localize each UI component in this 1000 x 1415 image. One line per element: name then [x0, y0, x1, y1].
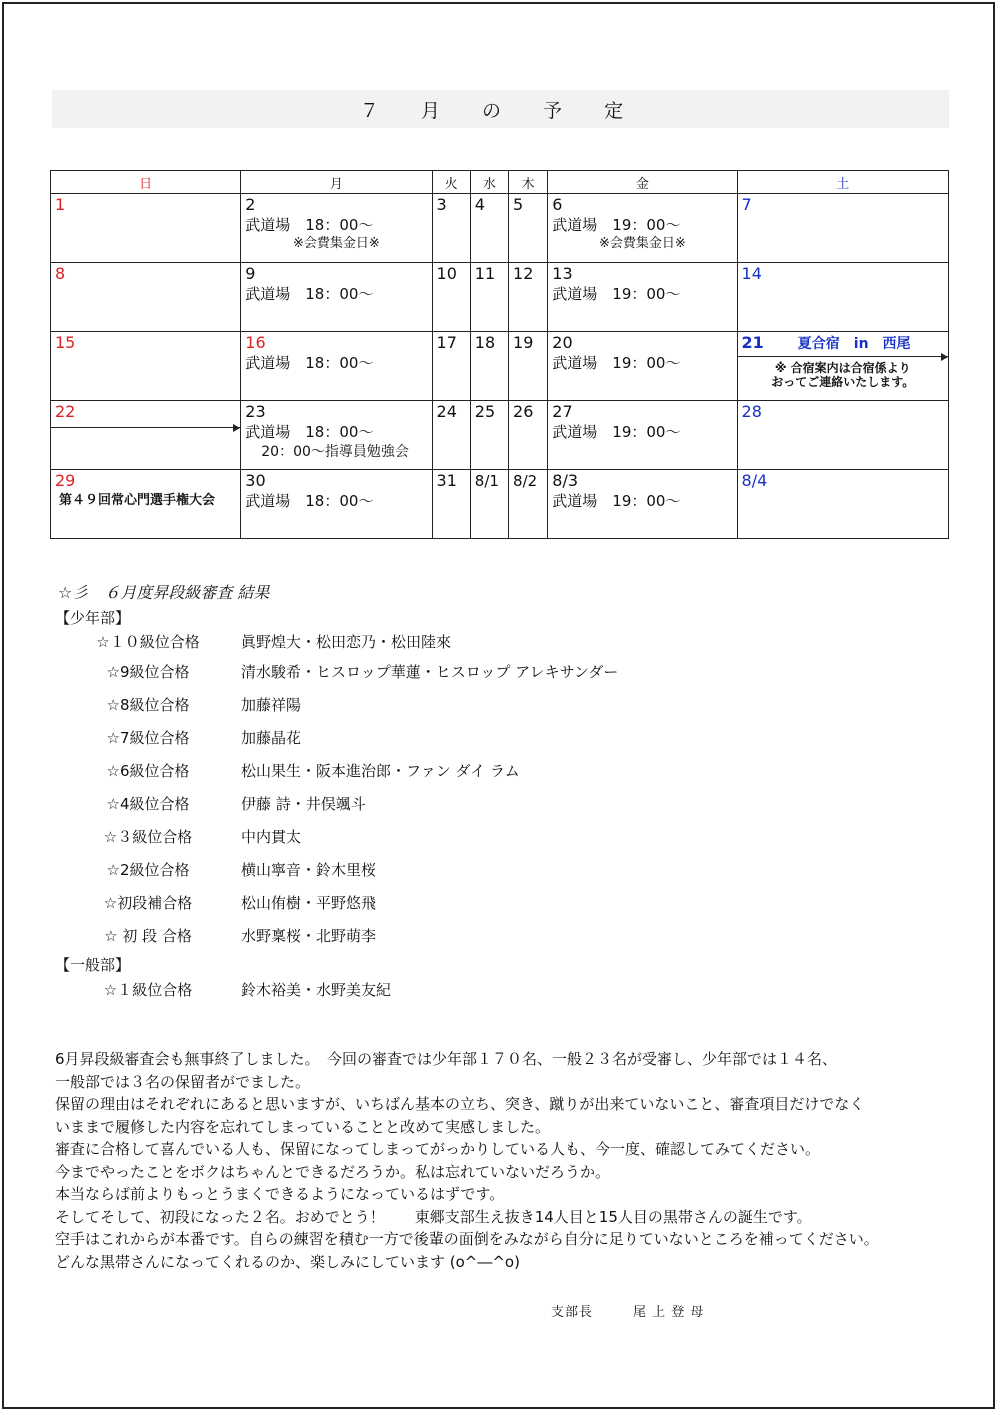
- day-number: 8/3: [552, 471, 579, 490]
- day-number: 14: [741, 264, 762, 283]
- day-number: 13: [552, 264, 573, 283]
- weekday-wed: 水: [470, 171, 508, 194]
- result-row: [55, 975, 945, 1003]
- day-cell: [548, 332, 737, 401]
- day-cell: [509, 263, 548, 332]
- result-level: ☆初段補合格: [103, 894, 193, 912]
- result-names: 清水駿希・ヒスロップ華蓮・ヒスロップ アレキサンダー: [241, 663, 619, 681]
- result-row: [55, 787, 945, 820]
- day-cell: [241, 263, 432, 332]
- camp-note-line2: おってご連絡いたします。: [771, 375, 915, 389]
- day-cell: [432, 194, 470, 263]
- message-line: 6月昇段級審査会も無事終了しました。 今回の審査では少年部１７０名、一般２３名が受審し、少年部では１４名、: [55, 1050, 838, 1068]
- result-names: 松山侑樹・平野悠飛: [241, 894, 377, 912]
- day-number: 28: [741, 402, 762, 421]
- signature-name: 尾 上 登 母: [633, 1305, 705, 1320]
- result-row: [55, 754, 945, 787]
- day-cell: [51, 332, 241, 401]
- day-cell: [737, 194, 948, 263]
- weekday-mon: 月: [241, 171, 432, 194]
- week-row: [51, 401, 949, 470]
- day-number: 23: [245, 402, 266, 421]
- day-number: 11: [474, 264, 496, 283]
- result-level: ☆8級位合格: [106, 696, 190, 714]
- day-number: 16: [245, 333, 266, 352]
- result-row: [55, 853, 945, 886]
- day-cell: [432, 263, 470, 332]
- result-names: 加藤晶花: [241, 729, 302, 747]
- camp-event-text: 夏合宿 in 西尾: [797, 336, 911, 352]
- day-number-value: 21: [741, 333, 764, 352]
- day-number: 17: [436, 333, 457, 352]
- day-number: 1: [55, 195, 66, 214]
- day-number: 8/1: [474, 472, 499, 490]
- junior-label: 【少年部】: [55, 609, 131, 627]
- weekday-tue: 火: [432, 171, 470, 194]
- camp-note-line1: ※ 合宿案内は合宿係より: [774, 361, 911, 375]
- results-section: [55, 580, 945, 1003]
- day-number: 15: [55, 333, 76, 352]
- day-number: 19: [513, 333, 534, 352]
- result-row: [55, 721, 945, 754]
- day-number: 8/4: [741, 471, 768, 490]
- day-number: 8: [55, 264, 66, 283]
- week-row: [51, 263, 949, 332]
- day-number: 26: [513, 402, 534, 421]
- signature: [551, 1301, 704, 1320]
- junior-results: [55, 628, 945, 952]
- day-number: 10: [436, 264, 457, 283]
- result-level: ☆4級位合格: [106, 795, 190, 813]
- day-number: 8/2: [513, 472, 538, 490]
- week-row: [51, 194, 949, 263]
- day-cell: [737, 263, 948, 332]
- day-cell: [470, 470, 508, 539]
- event-text: 武道場 18：00～: [245, 354, 374, 372]
- day-cell: [509, 401, 548, 470]
- event-text: 武道場 19：00～: [552, 492, 681, 510]
- results-heading: ☆彡 ６月度昇段級審査 結果: [58, 583, 270, 602]
- message-line: 今までやったことをボクはちゃんとできるだろうか。私は忘れていないだろうか。: [55, 1162, 611, 1181]
- day-cell: [509, 194, 548, 263]
- weekday-sat: 土: [737, 171, 948, 194]
- result-row: [55, 886, 945, 919]
- day-cell: [470, 332, 508, 401]
- day-cell: [548, 401, 737, 470]
- day-number: 3: [436, 195, 447, 214]
- day-cell: [241, 470, 432, 539]
- result-level: ☆３級位合格: [103, 828, 193, 846]
- message-paragraph: [55, 1048, 945, 1273]
- week-row: [51, 332, 949, 401]
- day-number: 6: [552, 195, 563, 214]
- weekday-sun: 日: [51, 171, 241, 194]
- message-line: 本当ならば前よりもっとうまくできるようになっているはずです。: [55, 1185, 505, 1203]
- weekday-fri: 金: [548, 171, 737, 194]
- message-line: どんな黒帯さんになってくれるのか、楽しみにしています (o^―^o): [55, 1252, 520, 1271]
- result-row: [55, 655, 945, 688]
- result-row: [55, 688, 945, 721]
- day-number: 25: [474, 402, 496, 421]
- day-number: 27: [552, 402, 573, 421]
- day-number: 31: [436, 471, 457, 490]
- message-line: 一般部では３名の保留者がでました。: [55, 1072, 311, 1091]
- day-cell: [509, 470, 548, 539]
- day-cell: [470, 401, 508, 470]
- day-number: 22: [55, 402, 76, 421]
- result-names: 鈴木裕美・水野美友紀: [241, 980, 392, 999]
- day-cell: [470, 263, 508, 332]
- result-names: 眞野煌大・松田恋乃・松田陸來: [241, 633, 452, 651]
- day-number: 18: [474, 333, 496, 352]
- event-text: 武道場 18：00～: [245, 423, 374, 441]
- event-text: 武道場 18：00～: [245, 216, 374, 234]
- day-cell: [51, 401, 241, 470]
- signature-role: 支部長: [551, 1305, 594, 1320]
- event-text: 武道場 19：00～: [552, 423, 681, 441]
- arrow-right-icon: [738, 356, 948, 357]
- message-line: いままで履修した内容を忘れてしまっていることと改めて実感しました。: [55, 1117, 551, 1136]
- day-cell: [737, 332, 948, 401]
- result-level: ☆9級位合格: [106, 663, 190, 681]
- day-number: 2: [245, 195, 256, 214]
- day-cell: [737, 401, 948, 470]
- result-names: 横山寧音・鈴木里桜: [241, 861, 377, 879]
- day-number: 9: [245, 264, 256, 283]
- result-names: 松山果生・阪本進治郎・ファン ダイ ラム: [241, 762, 520, 780]
- day-number: 7: [741, 195, 752, 214]
- day-cell: [51, 263, 241, 332]
- day-cell: [241, 194, 432, 263]
- day-cell: [51, 194, 241, 263]
- result-level: ☆6級位合格: [106, 762, 190, 780]
- day-number: 5: [513, 195, 524, 214]
- day-number: [738, 332, 948, 353]
- message-line: 保留の理由はそれぞれにあると思いますが、いちばん基本の立ち、突き、蹴りが出来ていないこと、審査項目だけでなく: [55, 1095, 865, 1113]
- event-note: ※会費集金日※: [293, 236, 380, 251]
- message-line: 空手はこれからが本番です。自らの練習を積む一方で後輩の面倒をみながら自分に足りていないところを補ってください。: [55, 1230, 879, 1248]
- day-number: 20: [552, 333, 573, 352]
- day-cell: [548, 263, 737, 332]
- day-number: 24: [436, 402, 457, 421]
- day-number: 30: [245, 471, 266, 490]
- event-text: 武道場 18：00～: [245, 285, 374, 303]
- week-row: [51, 470, 949, 539]
- general-label: 【一般部】: [55, 956, 131, 974]
- result-row: [55, 628, 945, 655]
- day-number: 4: [474, 195, 485, 214]
- result-names: 水野稟桜・北野萌李: [241, 927, 377, 945]
- day-number: 29: [55, 471, 76, 490]
- result-names: 伊藤 詩・井俣颯斗: [241, 795, 366, 813]
- event-text: 武道場 19：00～: [552, 285, 681, 303]
- message-line: そしてそして、初段になった２名。おめでとう！ 東郷支部生え抜き14人目と15人目の黒帯さんの誕生です。: [55, 1207, 812, 1226]
- weekday-thu: 木: [509, 171, 548, 194]
- event-text: 武道場 19：00～: [552, 354, 681, 372]
- arrow-right-icon: [51, 427, 240, 428]
- day-cell: [432, 332, 470, 401]
- calendar-table: [50, 170, 949, 539]
- result-level: ☆１級位合格: [103, 980, 193, 999]
- day-cell: [241, 401, 432, 470]
- weekday-header-row: [51, 171, 949, 194]
- message-line: 審査に合格して喜んでいる人も、保留になってしまってがっかりしている人も、今一度、確認してみてください。: [55, 1140, 821, 1158]
- tournament-text: 第４９回常心門選手権大会: [59, 493, 216, 508]
- day-cell: [509, 332, 548, 401]
- result-names: 中内貫太: [241, 828, 302, 846]
- event-text: 武道場 18：00～: [245, 492, 374, 510]
- day-cell: [51, 470, 241, 539]
- day-cell: [548, 470, 737, 539]
- general-results: [55, 975, 945, 1003]
- result-level: ☆１０級位合格: [96, 633, 200, 651]
- result-level: ☆2級位合格: [106, 861, 190, 879]
- result-level: ☆7級位合格: [106, 729, 190, 747]
- day-cell: [548, 194, 737, 263]
- day-cell: [432, 401, 470, 470]
- event-note: ※会費集金日※: [599, 236, 686, 251]
- day-number: 12: [513, 264, 534, 283]
- day-cell: [737, 470, 948, 539]
- result-names: 加藤祥陽: [241, 696, 302, 714]
- day-cell: [470, 194, 508, 263]
- result-row: [55, 919, 945, 952]
- page-title: ７ 月 の 予 定: [359, 99, 642, 122]
- day-cell: [241, 332, 432, 401]
- event-text: 武道場 19：00～: [552, 216, 681, 234]
- event-text-2: 20：00～指導員勉強会: [261, 444, 409, 460]
- result-row: [55, 820, 945, 853]
- title-band: [52, 90, 949, 128]
- day-cell: [432, 470, 470, 539]
- result-level: ☆ 初 段 合格: [104, 927, 192, 945]
